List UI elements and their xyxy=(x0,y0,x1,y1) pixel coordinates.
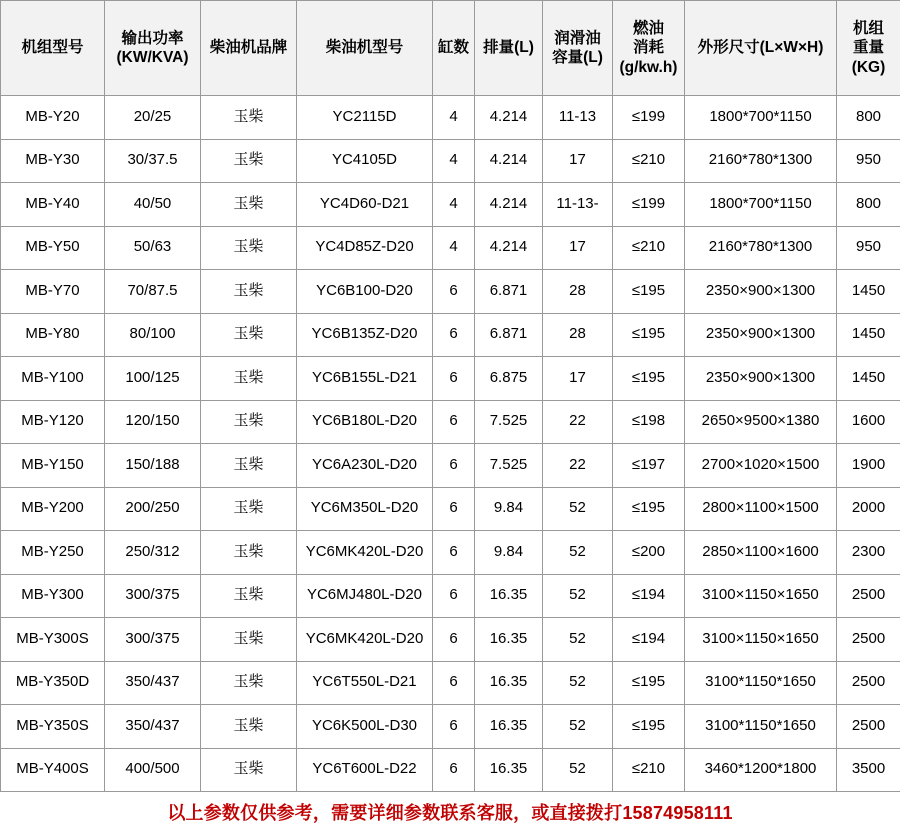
table-cell: 400/500 xyxy=(105,748,201,792)
table-cell: 3100×1150×1650 xyxy=(685,574,837,618)
table-cell: 2700×1020×1500 xyxy=(685,444,837,488)
table-cell: YC2115D xyxy=(297,96,433,140)
table-row xyxy=(1,96,900,140)
column-header-line: 缸数 xyxy=(434,38,473,57)
table-cell: 1800*700*1150 xyxy=(685,96,837,140)
table-cell: ≤195 xyxy=(613,487,685,531)
cell-brand: 玉柴 xyxy=(201,574,297,618)
table-row xyxy=(1,313,900,357)
column-header-line: 重量 xyxy=(838,38,899,57)
table-cell: 6.871 xyxy=(475,313,543,357)
table-cell: 2160*780*1300 xyxy=(685,226,837,270)
table-cell: 6 xyxy=(433,357,475,401)
table-header-row xyxy=(1,1,900,96)
table-cell: 7.525 xyxy=(475,400,543,444)
cell-brand: 玉柴 xyxy=(201,226,297,270)
table-cell: ≤199 xyxy=(613,183,685,227)
table-cell: MB-Y40 xyxy=(1,183,105,227)
table-cell: 1800*700*1150 xyxy=(685,183,837,227)
table-cell: MB-Y300S xyxy=(1,618,105,662)
table-row xyxy=(1,357,900,401)
table-cell: 4.214 xyxy=(475,96,543,140)
table-cell: 6.871 xyxy=(475,270,543,314)
table-row xyxy=(1,531,900,575)
column-header-line: 机组 xyxy=(838,19,899,38)
table-row xyxy=(1,705,900,749)
table-cell: 52 xyxy=(543,618,613,662)
table-cell: YC6B135Z-D20 xyxy=(297,313,433,357)
table-cell: 16.35 xyxy=(475,661,543,705)
table-cell: MB-Y70 xyxy=(1,270,105,314)
table-cell: ≤195 xyxy=(613,661,685,705)
table-cell: 52 xyxy=(543,487,613,531)
table-cell: 2350×900×1300 xyxy=(685,270,837,314)
table-header xyxy=(1,1,900,96)
table-cell: 4.214 xyxy=(475,139,543,183)
cell-brand: 玉柴 xyxy=(201,270,297,314)
table-cell: 16.35 xyxy=(475,574,543,618)
table-cell: 6 xyxy=(433,270,475,314)
table-row xyxy=(1,618,900,662)
table-cell: YC6B100-D20 xyxy=(297,270,433,314)
table-cell: 20/25 xyxy=(105,96,201,140)
table-cell: 2500 xyxy=(837,705,900,749)
table-cell: YC6B180L-D20 xyxy=(297,400,433,444)
table-cell: 2350×900×1300 xyxy=(685,357,837,401)
column-header-line: 排量(L) xyxy=(476,38,541,57)
table-cell: 950 xyxy=(837,226,900,270)
column-header-line: (KW/KVA) xyxy=(106,48,199,67)
column-header-line: 容量(L) xyxy=(544,48,611,67)
table-cell: YC4D60-D21 xyxy=(297,183,433,227)
table-cell: 28 xyxy=(543,270,613,314)
table-cell: 4 xyxy=(433,96,475,140)
table-cell: ≤194 xyxy=(613,618,685,662)
table-cell: 1450 xyxy=(837,270,900,314)
table-cell: 1450 xyxy=(837,357,900,401)
table-cell: ≤197 xyxy=(613,444,685,488)
table-cell: MB-Y100 xyxy=(1,357,105,401)
table-cell: 4 xyxy=(433,226,475,270)
table-cell: 2500 xyxy=(837,661,900,705)
table-cell: 52 xyxy=(543,661,613,705)
table-cell: 70/87.5 xyxy=(105,270,201,314)
table-cell: 2850×1100×1600 xyxy=(685,531,837,575)
table-cell: MB-Y250 xyxy=(1,531,105,575)
table-cell: YC6T600L-D22 xyxy=(297,748,433,792)
table-cell: 17 xyxy=(543,357,613,401)
table-cell: 3100*1150*1650 xyxy=(685,661,837,705)
table-row xyxy=(1,574,900,618)
table-cell: MB-Y150 xyxy=(1,444,105,488)
table-cell: ≤194 xyxy=(613,574,685,618)
table-cell: 4.214 xyxy=(475,183,543,227)
table-cell: 16.35 xyxy=(475,748,543,792)
table-cell: ≤198 xyxy=(613,400,685,444)
table-cell: 4 xyxy=(433,139,475,183)
table-cell: MB-Y30 xyxy=(1,139,105,183)
column-header-line: 外形尺寸(L×W×H) xyxy=(686,38,835,57)
table-cell: 1450 xyxy=(837,313,900,357)
table-cell: 950 xyxy=(837,139,900,183)
cell-brand: 玉柴 xyxy=(201,357,297,401)
column-header-2 xyxy=(201,1,297,96)
table-cell: MB-Y350S xyxy=(1,705,105,749)
table-cell: 17 xyxy=(543,226,613,270)
column-header-6 xyxy=(543,1,613,96)
table-cell: 6 xyxy=(433,400,475,444)
cell-brand: 玉柴 xyxy=(201,444,297,488)
column-header-line: 润滑油 xyxy=(544,29,611,48)
table-cell: 350/437 xyxy=(105,705,201,749)
cell-brand: 玉柴 xyxy=(201,748,297,792)
table-cell: 2350×900×1300 xyxy=(685,313,837,357)
table-cell: 2500 xyxy=(837,618,900,662)
table-cell: ≤200 xyxy=(613,531,685,575)
table-cell: 250/312 xyxy=(105,531,201,575)
table-row xyxy=(1,748,900,792)
table-cell: 52 xyxy=(543,531,613,575)
table-cell: ≤195 xyxy=(613,705,685,749)
table-cell: 16.35 xyxy=(475,705,543,749)
table-cell: 6 xyxy=(433,618,475,662)
column-header-5 xyxy=(475,1,543,96)
table-cell: 4 xyxy=(433,183,475,227)
table-cell: 150/188 xyxy=(105,444,201,488)
table-cell: 300/375 xyxy=(105,574,201,618)
cell-brand: 玉柴 xyxy=(201,139,297,183)
column-header-3 xyxy=(297,1,433,96)
table-cell: 50/63 xyxy=(105,226,201,270)
table-cell: 1900 xyxy=(837,444,900,488)
table-row xyxy=(1,487,900,531)
cell-brand: 玉柴 xyxy=(201,705,297,749)
table-cell: YC6B155L-D21 xyxy=(297,357,433,401)
column-header-line: 机组型号 xyxy=(2,38,103,57)
table-cell: 17 xyxy=(543,139,613,183)
table-cell: YC6T550L-D21 xyxy=(297,661,433,705)
table-cell: 100/125 xyxy=(105,357,201,401)
column-header-7 xyxy=(613,1,685,96)
table-cell: MB-Y120 xyxy=(1,400,105,444)
column-header-line: 燃油 xyxy=(614,19,683,38)
table-cell: 9.84 xyxy=(475,487,543,531)
table-cell: 2000 xyxy=(837,487,900,531)
table-cell: 800 xyxy=(837,183,900,227)
table-cell: 7.525 xyxy=(475,444,543,488)
table-cell: 2800×1100×1500 xyxy=(685,487,837,531)
table-cell: 6 xyxy=(433,574,475,618)
table-cell: YC6K500L-D30 xyxy=(297,705,433,749)
table-cell: 6 xyxy=(433,661,475,705)
table-row xyxy=(1,270,900,314)
table-row xyxy=(1,444,900,488)
column-header-line: 柴油机型号 xyxy=(298,38,431,57)
table-cell: 6 xyxy=(433,705,475,749)
table-cell: 120/150 xyxy=(105,400,201,444)
table-cell: 2160*780*1300 xyxy=(685,139,837,183)
table-cell: 80/100 xyxy=(105,313,201,357)
cell-brand: 玉柴 xyxy=(201,96,297,140)
table-cell: 28 xyxy=(543,313,613,357)
table-cell: MB-Y300 xyxy=(1,574,105,618)
table-cell: 4.214 xyxy=(475,226,543,270)
cell-brand: 玉柴 xyxy=(201,183,297,227)
table-cell: ≤210 xyxy=(613,139,685,183)
table-cell: 6 xyxy=(433,531,475,575)
footer-note-text: 以上参数仅供参考，需要详细参数联系客服，或直接拨打15874958111 xyxy=(167,799,732,825)
table-cell: 6 xyxy=(433,313,475,357)
table-cell: 52 xyxy=(543,748,613,792)
column-header-9 xyxy=(837,1,900,96)
cell-brand: 玉柴 xyxy=(201,531,297,575)
table-cell: 2650×9500×1380 xyxy=(685,400,837,444)
table-cell: ≤210 xyxy=(613,226,685,270)
table-row xyxy=(1,400,900,444)
column-header-4 xyxy=(433,1,475,96)
cell-brand: 玉柴 xyxy=(201,400,297,444)
table-cell: YC6A230L-D20 xyxy=(297,444,433,488)
column-header-8 xyxy=(685,1,837,96)
table-cell: YC4D85Z-D20 xyxy=(297,226,433,270)
column-header-line: 输出功率 xyxy=(106,29,199,48)
table-row xyxy=(1,661,900,705)
table-cell: ≤210 xyxy=(613,748,685,792)
table-body xyxy=(1,96,900,792)
table-cell: 6 xyxy=(433,444,475,488)
table-row xyxy=(1,139,900,183)
table-cell: YC6MK420L-D20 xyxy=(297,618,433,662)
table-cell: 2300 xyxy=(837,531,900,575)
table-cell: 800 xyxy=(837,96,900,140)
column-header-0 xyxy=(1,1,105,96)
table-cell: ≤195 xyxy=(613,357,685,401)
table-cell: YC4105D xyxy=(297,139,433,183)
table-cell: 3460*1200*1800 xyxy=(685,748,837,792)
table-cell: YC6M350L-D20 xyxy=(297,487,433,531)
table-cell: 30/37.5 xyxy=(105,139,201,183)
table-cell: ≤199 xyxy=(613,96,685,140)
table-cell: MB-Y50 xyxy=(1,226,105,270)
cell-brand: 玉柴 xyxy=(201,313,297,357)
table-row xyxy=(1,183,900,227)
table-cell: 52 xyxy=(543,574,613,618)
table-cell: 3100*1150*1650 xyxy=(685,705,837,749)
column-header-line: (KG) xyxy=(838,58,899,77)
table-cell: 6.875 xyxy=(475,357,543,401)
table-cell: 2500 xyxy=(837,574,900,618)
table-cell: 11-13- xyxy=(543,183,613,227)
table-cell: MB-Y200 xyxy=(1,487,105,531)
table-cell: ≤195 xyxy=(613,313,685,357)
table-cell: 3500 xyxy=(837,748,900,792)
table-cell: 22 xyxy=(543,444,613,488)
column-header-line: (g/kw.h) xyxy=(614,58,683,77)
table-row xyxy=(1,226,900,270)
column-header-line: 消耗 xyxy=(614,38,683,57)
table-cell: 16.35 xyxy=(475,618,543,662)
table-cell: 52 xyxy=(543,705,613,749)
column-header-1 xyxy=(105,1,201,96)
table-cell: MB-Y350D xyxy=(1,661,105,705)
table-cell: 11-13 xyxy=(543,96,613,140)
table-cell: 6 xyxy=(433,487,475,531)
cell-brand: 玉柴 xyxy=(201,618,297,662)
column-header-line: 柴油机品牌 xyxy=(202,38,295,57)
cell-brand: 玉柴 xyxy=(201,487,297,531)
table-cell: ≤195 xyxy=(613,270,685,314)
cell-brand: 玉柴 xyxy=(201,661,297,705)
table-cell: 3100×1150×1650 xyxy=(685,618,837,662)
table-cell: MB-Y80 xyxy=(1,313,105,357)
table-cell: 22 xyxy=(543,400,613,444)
table-cell: YC6MK420L-D20 xyxy=(297,531,433,575)
table-cell: MB-Y20 xyxy=(1,96,105,140)
table-cell: 9.84 xyxy=(475,531,543,575)
table-cell: 40/50 xyxy=(105,183,201,227)
table-cell: MB-Y400S xyxy=(1,748,105,792)
table-cell: YC6MJ480L-D20 xyxy=(297,574,433,618)
table-cell: 6 xyxy=(433,748,475,792)
table-cell: 300/375 xyxy=(105,618,201,662)
footer-note-bar xyxy=(0,792,900,832)
table-cell: 200/250 xyxy=(105,487,201,531)
table-cell: 350/437 xyxy=(105,661,201,705)
table-cell: 1600 xyxy=(837,400,900,444)
